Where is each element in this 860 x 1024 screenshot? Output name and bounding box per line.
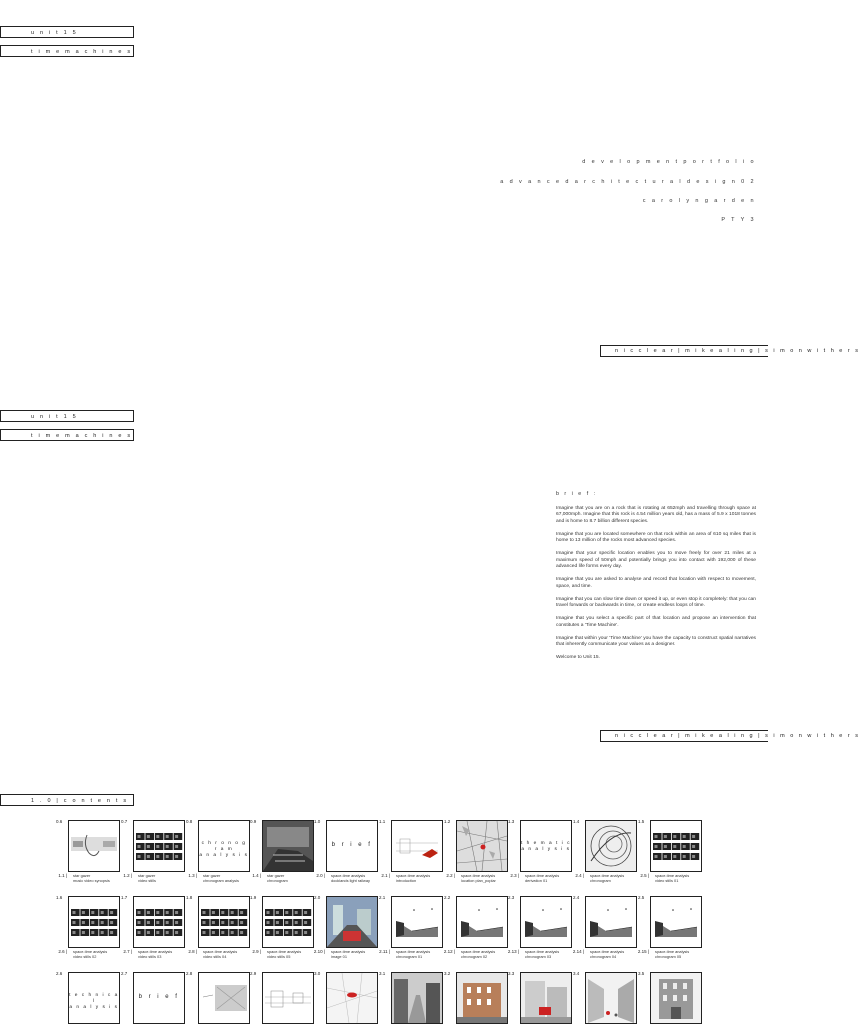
thumbnail-image (457, 897, 507, 947)
brief-paragraph: Imagine that you select a specific part of that location and propose an intervention that constitutes a 'Time Machine'. (556, 616, 756, 628)
contents-thumbnail[interactable] (650, 896, 702, 948)
thumbnail-caption (396, 873, 430, 883)
contents-thumbnail[interactable] (585, 972, 637, 1024)
thumbnail-image (651, 973, 701, 1023)
caption-line: introduction (396, 878, 417, 883)
thumbnail-caption (525, 873, 559, 883)
thumbnail-image (134, 821, 184, 871)
contents-thumbnail[interactable] (262, 896, 314, 948)
thumbnail-caption (267, 949, 301, 959)
contents-label: 1 . 0 | c o n t e n t s (0, 794, 134, 806)
thumbnail-image (392, 821, 442, 871)
thumbnail-caption (461, 873, 496, 883)
caption-line: space-time analysis (655, 949, 690, 954)
caption-line: chronogram 01 (396, 954, 423, 959)
caption-line: space-time analysis (590, 949, 625, 954)
thumbnail-image (327, 973, 377, 1023)
caption-line: chronogram 03 (525, 954, 552, 959)
caption-line: star gazer (203, 873, 221, 878)
thumbnail-page-number: 1.8 (186, 895, 193, 900)
author-line: c a r o l y n g a r d e n (642, 198, 756, 204)
thumbnail-image (263, 973, 313, 1023)
brief-paragraph: Imagine that you are on a rock that is rotating at 652mph and travelling through space at 67,000mph. Imagine that this rock is 4.54 million years old, has a mass of 5.9 x 1018 tonnes and is home to 8.7 billion different species. (556, 505, 756, 524)
contents-thumbnail[interactable] (456, 820, 508, 872)
caption-line: chronogram analysis (203, 878, 239, 883)
thumbnail-page-number: 1.6 (56, 895, 63, 900)
caption-line: space-time analysis (655, 873, 690, 878)
tutors-credits: n i c c l e a r | m i k e a l i n g | s i m o n w i t h e r s (600, 730, 768, 742)
thumbnail-caption (331, 949, 365, 959)
caption-number: 2.3 | (510, 873, 519, 878)
thumbnail-page-number: 3.3 (508, 971, 515, 976)
brief-heading: b r i e f : (556, 491, 598, 497)
thumbnail-title-text: b r i e f (331, 842, 373, 848)
thumbnail-page-number: 0.9 (250, 819, 257, 824)
thumbnail-page-number: 2.2 (444, 895, 451, 900)
thumbnail-image (521, 973, 571, 1023)
contents-thumbnail[interactable] (326, 896, 378, 948)
caption-line: image 01 (331, 954, 348, 959)
thumbnail-image (69, 897, 119, 947)
thumbnail-title-text: b r i e f (138, 994, 180, 1000)
thumbnail-page-number: 2.6 (56, 971, 63, 976)
thumbnail-page-number: 3.4 (573, 971, 580, 976)
contents-thumbnail[interactable] (520, 820, 572, 872)
thumbnail-page-number: 1.4 (573, 819, 580, 824)
caption-line: video stills 05 (267, 954, 291, 959)
thumbnail-image (392, 973, 442, 1023)
thumbnail-page-number: 1.3 (508, 819, 515, 824)
caption-number: 2.7 | (123, 949, 132, 954)
contents-thumbnail[interactable] (520, 896, 572, 948)
contents-thumbnail[interactable] (520, 972, 572, 1024)
thumbnail-image (521, 897, 571, 947)
unit-title-label: t i m e m a c h i n e s (0, 429, 134, 441)
caption-line: chronogram 05 (655, 954, 682, 959)
contents-thumbnail[interactable] (585, 896, 637, 948)
caption-line: chronogram 04 (590, 954, 617, 959)
caption-number: 2.15 | (637, 949, 649, 954)
caption-number: 2.14 | (572, 949, 584, 954)
unit-label: u n i t 1 5 (0, 26, 134, 38)
caption-line: video stills 04 (203, 954, 227, 959)
caption-line: space-time analysis (203, 949, 238, 954)
thumbnail-page-number: 2.3 (508, 895, 515, 900)
thumbnail-caption (461, 949, 495, 959)
thumbnail-image (586, 821, 636, 871)
thumbnail-caption (655, 949, 689, 959)
thumbnail-caption (331, 873, 370, 883)
thumbnail-image (263, 821, 313, 871)
caption-line: space-time analysis (267, 949, 302, 954)
caption-line: chronogram (267, 878, 288, 883)
caption-number: 2.13 | (507, 949, 519, 954)
contents-thumbnail[interactable] (326, 820, 378, 872)
caption-line: video stills 01 (655, 878, 679, 883)
thumbnail-page-number: 3.1 (379, 971, 386, 976)
caption-line: space-time analysis (331, 873, 366, 878)
thumbnail-page-number: 1.2 (444, 819, 451, 824)
caption-line: star gazer (73, 873, 91, 878)
contents-thumbnail[interactable] (262, 820, 314, 872)
thumbnail-image (199, 897, 249, 947)
contents-thumbnail[interactable] (198, 972, 250, 1024)
thumbnail-page-number: 0.6 (56, 819, 63, 824)
thumbnail-caption (138, 949, 172, 959)
contents-thumbnail[interactable] (326, 972, 378, 1024)
thumbnail-page-number: 1.5 (638, 819, 645, 824)
brief-paragraph: Imagine that you are located somewhere on that rock within an area of 610 sq miles that is home to 13 million of the rocks most advanced species. (556, 531, 756, 544)
caption-number: 2.6 | (58, 949, 67, 954)
thumbnail-page-number: 2.7 (121, 971, 128, 976)
caption-line: video stills (138, 878, 156, 883)
caption-line: docklands light railway (331, 878, 370, 883)
caption-number: 2.5 | (640, 873, 649, 878)
caption-line: space-time analysis (461, 873, 496, 878)
caption-line: space-time analysis (73, 949, 108, 954)
contents-thumbnail[interactable] (133, 820, 185, 872)
year-line: P T Y 3 (721, 217, 756, 223)
thumbnail-image (199, 973, 249, 1023)
caption-line: music video synopsis (73, 878, 110, 883)
thumbnail-caption (138, 873, 156, 883)
contents-thumbnail[interactable] (68, 896, 120, 948)
contents-thumbnail[interactable] (650, 820, 702, 872)
contents-thumbnail[interactable] (198, 896, 250, 948)
caption-line: space-time analysis (331, 949, 366, 954)
caption-line: space-time analysis (590, 873, 625, 878)
thumbnail-image (69, 821, 119, 871)
thumbnail-caption (267, 873, 288, 883)
unit-label: u n i t 1 5 (0, 410, 134, 422)
caption-line: space-time analysis (138, 949, 173, 954)
thumbnail-image (457, 821, 507, 871)
contents-thumbnail[interactable] (456, 896, 508, 948)
caption-number: 1.1 | (58, 873, 67, 878)
caption-number: 2.0 | (316, 873, 325, 878)
caption-number: 2.11 | (379, 949, 390, 954)
contents-thumbnail[interactable] (198, 820, 250, 872)
caption-line: chronogram (590, 878, 611, 883)
thumbnail-caption (203, 949, 237, 959)
contents-thumbnail[interactable] (391, 972, 443, 1024)
thumbnail-caption (655, 873, 689, 883)
thumbnail-title-text: c h r o n o g r a m a n a l y s i s (199, 841, 249, 858)
thumbnail-image (392, 897, 442, 947)
caption-line: space-time analysis (525, 873, 560, 878)
thumbnail-caption (590, 873, 624, 883)
contents-thumbnail[interactable] (68, 972, 120, 1024)
portfolio-line: d e v e l o p m e n t p o r t f o l i o (582, 159, 756, 165)
caption-line: star gazer (267, 873, 285, 878)
brief-text-block (556, 491, 756, 668)
thumbnail-page-number: 1.9 (250, 895, 257, 900)
thumbnail-caption (203, 873, 239, 883)
thumbnail-page-number: 2.1 (379, 895, 386, 900)
caption-line: video stills 03 (138, 954, 162, 959)
thumbnail-image (586, 897, 636, 947)
caption-line: video stills 02 (73, 954, 97, 959)
thumbnail-caption (396, 949, 430, 959)
thumbnail-image (457, 973, 507, 1023)
caption-line: space-time analysis (525, 949, 560, 954)
thumbnail-page-number: 2.0 (314, 895, 321, 900)
thumbnail-image (327, 897, 377, 947)
caption-number: 2.4 | (575, 873, 584, 878)
contents-thumbnail[interactable] (391, 896, 443, 948)
thumbnail-caption (73, 949, 107, 959)
caption-line: space-time analysis (396, 949, 431, 954)
contents-thumbnail[interactable] (650, 972, 702, 1024)
caption-number: 2.10 | (313, 949, 325, 954)
thumbnail-page-number: 0.8 (186, 819, 193, 824)
brief-paragraph: Imagine that within your 'Time Machine' you have the capacity to construct spatial narratives that inherently communicate your values as a designer. (556, 635, 756, 648)
brief-paragraph: Imagine that you are asked to analyse and record that location with respect to movement, space, and time. (556, 577, 756, 589)
thumbnail-page-number: 1.0 (314, 819, 321, 824)
caption-number: 2.1 | (381, 873, 390, 878)
caption-number: 1.3 | (188, 873, 197, 878)
thumbnail-page-number: 3.2 (444, 971, 451, 976)
contents-thumbnail[interactable] (456, 972, 508, 1024)
thumbnail-page-number: 3.0 (314, 971, 321, 976)
contents-thumbnail[interactable] (585, 820, 637, 872)
caption-number: 2.8 | (188, 949, 197, 954)
thumbnail-caption (525, 949, 559, 959)
thumbnail-image (263, 897, 313, 947)
tutors-credits: n i c c l e a r | m i k e a l i n g | s i m o n w i t h e r s (600, 345, 768, 357)
brief-paragraph: Imagine that your specific location enables you to move freely for over 21 miles at a maximum speed of 50mph and potentially brings you into contact with 192,000 of these advanced life forms every day. (556, 551, 756, 570)
thumbnail-image (651, 897, 701, 947)
caption-number: 1.4 | (252, 873, 261, 878)
caption-line: chronogram 02 (461, 954, 488, 959)
contents-thumbnail[interactable] (391, 820, 443, 872)
thumbnail-image (586, 973, 636, 1023)
caption-line: location plan_poplar (461, 878, 496, 883)
thumbnail-page-number: 2.5 (638, 895, 645, 900)
thumbnail-page-number: 2.8 (186, 971, 193, 976)
thumbnail-title-text: t e c h n i c a l a n a l y s i s (69, 993, 119, 1010)
course-line: a d v a n c e d a r c h i t e c t u r a l d e s i g n 0 2 (500, 179, 756, 185)
thumbnail-caption (73, 873, 110, 883)
caption-number: 2.9 | (252, 949, 261, 954)
contents-thumbnail[interactable] (133, 896, 185, 948)
caption-line: derivation 01 (525, 878, 548, 883)
thumbnail-image (651, 821, 701, 871)
caption-line: space-time analysis (396, 873, 431, 878)
contents-thumbnail[interactable] (133, 972, 185, 1024)
caption-number: 2.2 | (446, 873, 455, 878)
brief-paragraph: Imagine that you can slow time down or speed it up, or even stop it completely: that you can travel forwards or backwards in time, or create endless loops of time. (556, 596, 756, 609)
caption-number: 2.12 | (443, 949, 455, 954)
contents-thumbnail[interactable] (262, 972, 314, 1024)
thumbnail-caption (590, 949, 624, 959)
caption-line: space-time analysis (461, 949, 496, 954)
thumbnail-page-number: 3.5 (638, 971, 645, 976)
caption-line: star gazer (138, 873, 156, 878)
thumbnail-image (134, 897, 184, 947)
brief-paragraph: Welcome to Unit 15. (556, 655, 600, 661)
thumbnail-page-number: 2.4 (573, 895, 580, 900)
thumbnail-page-number: 2.9 (250, 971, 257, 976)
thumbnail-page-number: 1.7 (121, 895, 128, 900)
caption-number: 1.2 | (123, 873, 132, 878)
unit-title-label: t i m e m a c h i n e s (0, 45, 134, 57)
thumbnail-page-number: 1.1 (379, 819, 386, 824)
thumbnail-title-text: t h e m a t i c a n a l y s i s (521, 841, 571, 852)
thumbnail-page-number: 0.7 (121, 819, 128, 824)
contents-thumbnail[interactable] (68, 820, 120, 872)
